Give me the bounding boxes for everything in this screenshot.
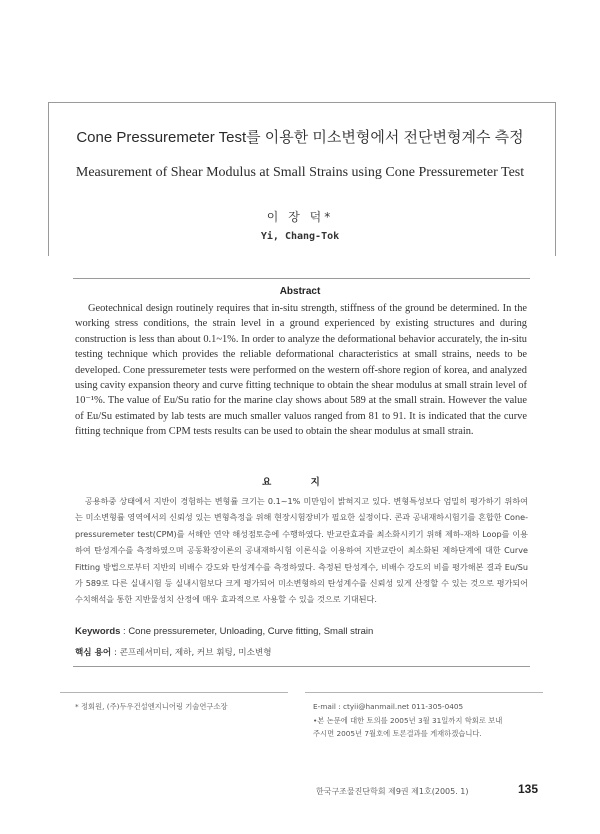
keywords-text: : Cone pressuremeter, Unloading, Curve fitting, Small strain [123, 626, 374, 637]
discussion-note-line-1: •본 논문에 대한 토의를 2005년 3월 31일까지 학회로 보내 [313, 715, 503, 725]
author-korean: 이 장 덕* [266, 210, 334, 224]
summary-text: 공용하중 상태에서 지반이 경험하는 변형률 크기는 0.1~1% 미만임이 밝혀지고 있다. 변형특성보다 엄밀히 평가하기 위하여는 미소변형률 영역에서의 신뢰성 있는 변형측정을 위해 현장시험장비가 필요한 실정이다. 콘과 공내재하시험기를 혼합한 Cone-pressuremeter test(CPM)를 서해안 연약 해성점토층에 수행하였다. 반교란효과를 최소화시키기 위해 제하-재하 Loop를 이용하여 탄성계수를 측정하였으며 공동확장이론의 공내재하시험 이론식을 이용하여 지반교란이 최소화된 제하단계에 대한 Curve Fitting 방법으로부터 지반의 비배수 강도와 탄성계수를 측정하였다. 측정된 탄성계수, 비배수 강도의 비를 평가해본 결과 Eu/Su가 589로 다른 실내시험 등 실내시험보다 크게 평가되어 미소변형하의 탄성계수를 신뢰성 있게 산정할 수 있는 것으로 평가되어 수치해석을 통한 지반물성치 산정에 매우 효과적으로 사용할 수 있을 것으로 기대된다. [75, 496, 528, 605]
footnote-rule-right [305, 692, 543, 693]
keywords-korean-label: 핵심 용어 [75, 648, 112, 658]
abstract-text: Geotechnical design routinely requires that in-situ strength, stiffness of the ground be determined. In the working stress conditions, the strain level in a ground experienced by existing structures and during construction is less than about 0.1~1%. In order to analyze the deformational behavior accurately, the in-situ testing technique which provides the reliable deformational characteristics at small strains, needs to be developed. Cone pressuremeter tests were performed on the western off-shore region of korea, and analyzed using cavity expansion theory and curve fitting technique to obtain the shear modulus at small strain level of 10⁻¹%. The value of Eu/Su ratio for the marine clay shows about 589 at the small strain. However the value of Eu/Su estimated by lab tests are much smaller valuos ranged from 81 to 91. It is indicated that the curve fitting technique from CPM tests results can be used to obtain the shear modulus at small strain. [75, 303, 527, 438]
author-english: Yi, Chang-Tok [260, 231, 340, 242]
keywords-label: Keywords [75, 626, 121, 637]
top-border [48, 102, 556, 103]
keywords-korean-line [75, 646, 535, 658]
keywords-line [75, 626, 535, 637]
contact-footnote [313, 700, 553, 741]
journal-footer: 한국구조물진단학회 제9권 제1호(2005. 1) [316, 787, 469, 796]
author-affiliation-footnote: * 정회원, (주)두우건설엔지니어링 기술연구소장 [75, 702, 228, 711]
footnote-rule-left [60, 692, 288, 693]
keywords-korean-text: : 콘프레셔미터, 제하, 커브 휘팅, 미소변형 [113, 648, 272, 658]
abstract-top-rule [73, 278, 530, 279]
keywords-bottom-rule [73, 666, 530, 667]
title-english: Measurement of Shear Modulus at Small Strains using Cone Pressuremeter Test [75, 165, 525, 180]
page-number: 135 [518, 782, 539, 796]
email-line: E-mail : ctyii@hanmail.net 011-305-0405 [313, 702, 464, 711]
abstract-heading: Abstract [279, 286, 321, 297]
summary-heading: 요 지 [262, 477, 338, 488]
discussion-note-line-2: 주시면 2005년 7월호에 토론결과를 게재하겠습니다. [313, 729, 482, 738]
title-korean: Cone Pressuremeter Test를 이용한 미소변형에서 전단변형계수 측정 [76, 129, 524, 146]
